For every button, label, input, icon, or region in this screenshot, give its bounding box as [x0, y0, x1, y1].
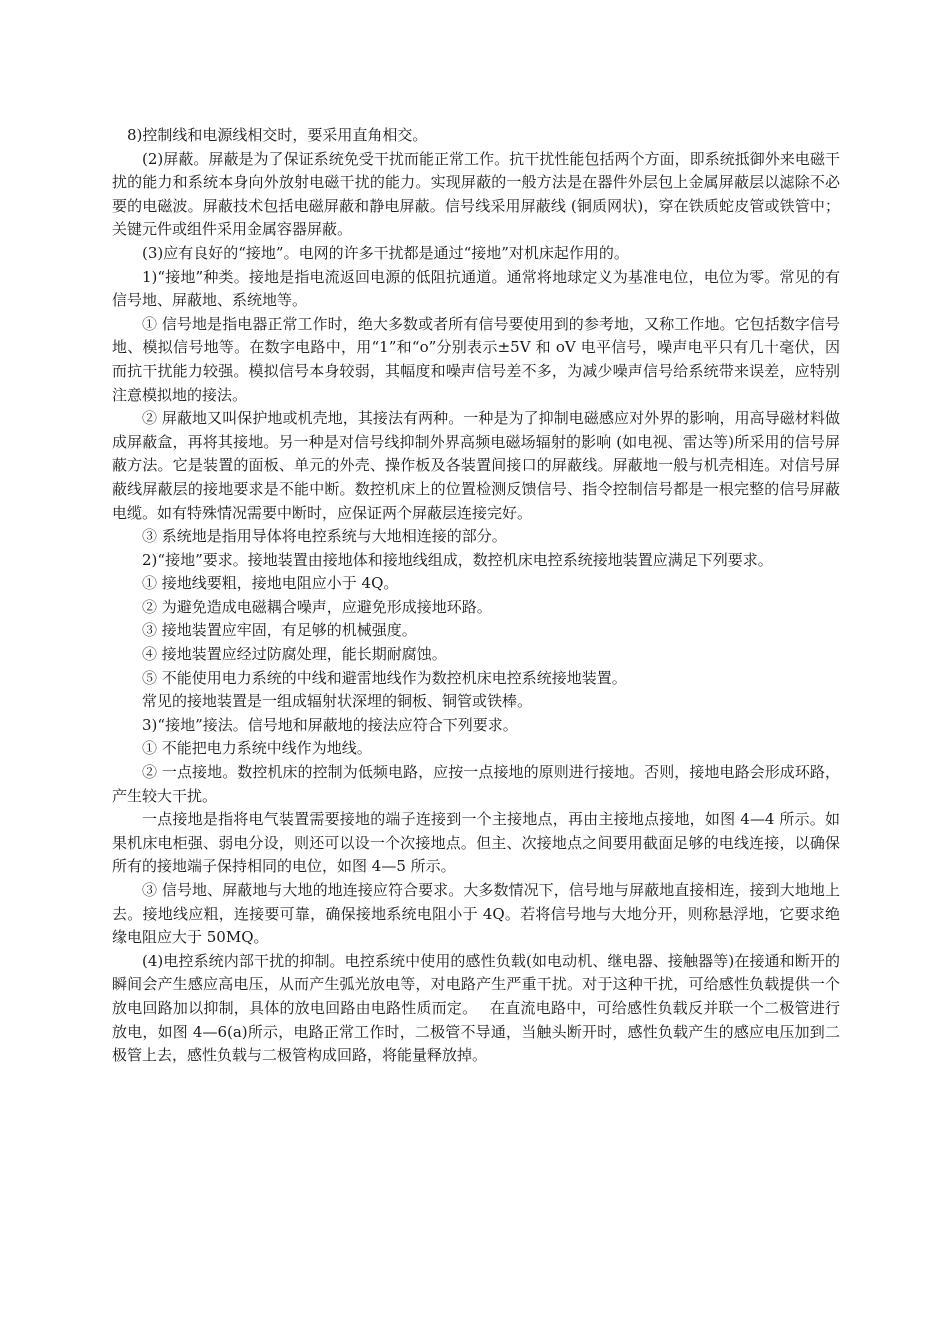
paragraph-grounding-method: 3)“接地”接法。信号地和屏蔽地的接法应符合下列要求。 — [142, 715, 518, 734]
paragraph-shielding: (2)屏蔽。屏蔽是为了保证系统免受干扰而能正常工作。抗干扰性能包括两个方面，即系统抵御外来电磁干扰的能力和系统本身向外放射电磁干扰的能力。实现屏蔽的一般方法是在器件外层包上金属屏蔽层以滤除不必要的电磁波。屏蔽技术包括电磁屏蔽和静电屏蔽。信号线采用屏蔽线 (铜质网状)，穿在铁质蛇皮管或铁管中；关键元件或组件采用金属容器屏蔽。 — [112, 149, 840, 239]
list-item: ③ 信号地、屏蔽地与大地的地连接应符合要求。大多数情况下，信号地与屏蔽地直接相连，接到大地地上去。接地线应粗，连接要可靠，确保接地系统电阻小于 4Q。若将信号地与大地分开，则称悬浮地，它要求绝缘电阻应大于 50MQ。 — [112, 881, 840, 947]
list-item: ③ 接地装置应牢固，有足够的机械强度。 — [142, 621, 417, 640]
document-body — [112, 124, 840, 1068]
paragraph-control-lines: 8)控制线和电源线相交时，要采用直角相交。 — [127, 126, 428, 144]
list-item: ① 不能把电力系统中线作为地线。 — [142, 739, 372, 758]
paragraph-shield-ground: ② 屏蔽地又叫保护地或机壳地，其接法有两种。一种是为了抑制电磁感应对外界的影响，用高导磁材料做成屏蔽盒，再将其接地。另一种是对信号线抑制外界高频电磁场辐射的影响 (如电视、雷达等)所采用的信号屏蔽方法。它是装置的面板、单元的外壳、操作板及各装置间接口的屏蔽线。屏蔽地一般与机壳相连。对信号屏蔽线屏蔽层的接地要求是不能中断。数控机床上的位置检测反馈信号、指令控制信号都是一根完整的信号屏蔽电缆。如有特殊情况需要中断时，应保证两个屏蔽层连接完好。 — [112, 409, 840, 522]
paragraph-internal-interference: (4)电控系统内部干扰的抑制。电控系统中使用的感性负载(如电动机、继电器、接触器等)在接通和断开的瞬间会产生感应高电压，从而产生弧光放电等，对电路产生严重干扰。对于这种干扰，可给感性负载提供一个放电回路加以抑制，具体的放电回路由电路性质而定。 在直流电路中，可给感性负载反并联一个二极管进行放电，如图 4—6(a)所示，电路正常工作时，二极管不导通，当触头断开时，感性负载产生的感应电压加到二极管上去，感性负载与二极管构成回路，将能量释放掉。 — [112, 951, 840, 1065]
paragraph-grounding-requirements: 2)“接地”要求。接地装置由接地体和接地线组成，数控机床电控系统接地装置应满足下列要求。 — [142, 550, 773, 569]
paragraph-signal-ground: ① 信号地是指电器正常工作时，绝大多数或者所有信号要使用到的参考地，又称工作地。它包括数字信号地、模拟信号地等。在数字电路中，用“1”和“o”分别表示±5V 和 oV 电平信号，噪声电平只有几十毫伏，因而抗干扰能力较强。模拟信号本身较弱，其幅度和噪声信号差不多，为减少噪声信号给系统带来误差，应特别注意模拟地的接法。 — [112, 314, 840, 404]
paragraph-system-ground: ③ 系统地是指用导体将电控系统与大地相连接的部分。 — [142, 527, 507, 546]
paragraph-grounding: (3)应有良好的“接地”。电网的许多干扰都是通过“接地”对机床起作用的。 — [142, 243, 629, 262]
paragraph-grounding-types: 1)“接地”种类。接地是指电流返回电源的低阻抗通道。通常将地球定义为基准电位，电位为零。常见的有信号地、屏蔽地、系统地等。 — [112, 267, 840, 310]
list-item: ⑤ 不能使用电力系统的中线和避雷地线作为数控机床电控系统接地装置。 — [142, 668, 627, 687]
list-item: ② 一点接地。数控机床的控制为低频电路，应按一点接地的原则进行接地。否则，接地电路会形成环路，产生较大干扰。 — [112, 763, 840, 805]
list-item: ④ 接地装置应经过防腐处理，能长期耐腐蚀。 — [142, 645, 447, 664]
list-item: ② 为避免造成电磁耦合噪声，应避免形成接地环路。 — [142, 597, 492, 616]
paragraph-grounding-device: 常见的接地装置是一组成辐射状深埋的铜板、铜管或铁棒。 — [142, 692, 533, 711]
paragraph-single-point-ground: 一点接地是指将电气装置需要接地的端子连接到一个主接地点，再由主接地点接地，如图 4—4 所示。如果机床电柜强、弱电分设，则还可以设一个次接地点。但主、次接地点之间要用截面足够的电线连接，以确保所有的接地端子保持相同的电位，如图 4—5 所示。 — [112, 810, 840, 876]
list-item: ① 接地线要粗，接地电阻应小于 4Q。 — [142, 574, 399, 593]
